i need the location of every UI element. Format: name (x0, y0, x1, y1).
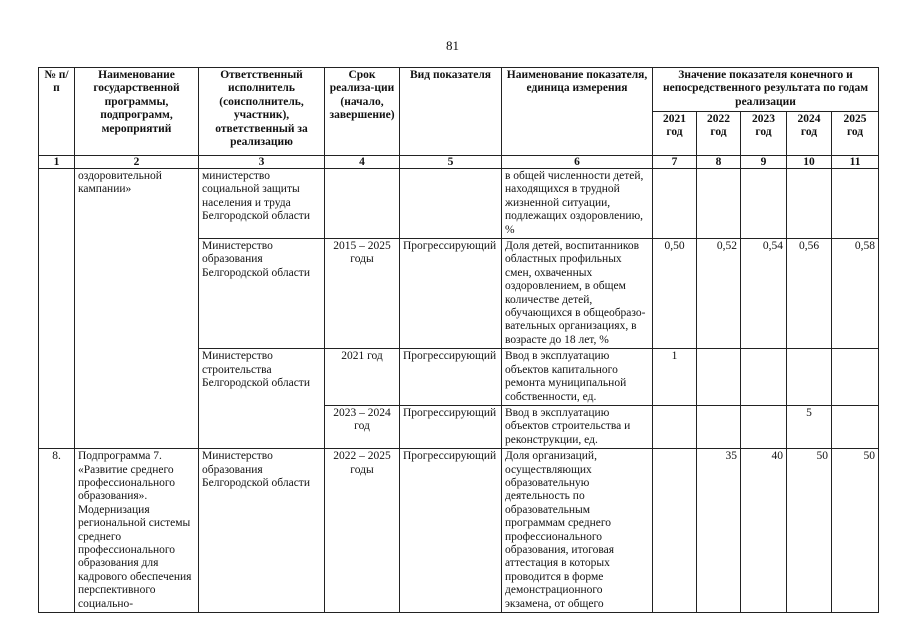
table-row (39, 449, 879, 613)
row-period: 2023 – 2024 год (325, 405, 400, 448)
row-value-2025 (832, 349, 879, 406)
column-number: 11 (832, 156, 879, 169)
row-period: 2022 – 2025 годы (325, 449, 400, 613)
row-value-2021: 0,50 (653, 239, 697, 349)
header-year-2021: 2021 год (653, 112, 697, 156)
column-number: 7 (653, 156, 697, 169)
column-number: 5 (400, 156, 502, 169)
row-value-2024 (787, 169, 832, 239)
row-value-2022: 35 (697, 449, 741, 613)
column-number: 9 (741, 156, 787, 169)
header-year-2025: 2025 год (832, 112, 879, 156)
row-value-2025: 0,58 (832, 239, 879, 349)
header-program: Наименование государственной программы, подпрограмм, мероприятий (75, 68, 199, 156)
column-number: 8 (697, 156, 741, 169)
header-executor: Ответственный исполнитель (соисполнитель, участник), ответственный за реализацию (199, 68, 325, 156)
row-indicator: Ввод в эксплуатацию объектов капитального ремонта муниципальной собственности, ед. (502, 349, 653, 406)
row-num: 8. (39, 449, 75, 613)
row-value-2022 (697, 169, 741, 239)
row-indicator: Доля детей, воспитанников областных профильных смен, охваченных оздоровлением, в общем количестве детей, обучающихся в общеобразо-вательных организациях, в возрасте до 18 лет, % (502, 239, 653, 349)
row-executor: Министерство образования Белгородской области (199, 239, 325, 349)
row-value-2022 (697, 349, 741, 406)
row-value-2024: 50 (787, 449, 832, 613)
row-indicator: Доля организаций, осуществляющих образовательную деятельность по образовательным программам среднего профессионального образования, итоговая аттестация в которых проводится в форме демонстрационного экзамена, от общего (502, 449, 653, 613)
row-kind (400, 169, 502, 239)
header-indicator: Наименование показателя, единица измерения (502, 68, 653, 156)
row-value-2025 (832, 169, 879, 239)
row-value-2021 (653, 405, 697, 448)
header-year-2022: 2022 год (697, 112, 741, 156)
row-kind: Прогрессирующий (400, 239, 502, 349)
row-executor: Министерство строительства Белгородской области (199, 349, 325, 449)
row-value-2024: 5 (787, 405, 832, 448)
row-executor: министерство социальной защиты населения и труда Белгородской области (199, 169, 325, 239)
row-value-2022: 0,52 (697, 239, 741, 349)
row-value-2021 (653, 449, 697, 613)
header-year-2023: 2023 год (741, 112, 787, 156)
column-number: 6 (502, 156, 653, 169)
row-value-2021: 1 (653, 349, 697, 406)
header-num: № п/п (39, 68, 75, 156)
row-period: 2021 год (325, 349, 400, 406)
row-period: 2015 – 2025 годы (325, 239, 400, 349)
row-indicator: в общей численности детей, находящихся в трудной жизненной ситуации, подлежащих оздоровлению, % (502, 169, 653, 239)
row-indicator: Ввод в эксплуатацию объектов строительства и реконструкции, ед. (502, 405, 653, 448)
column-number: 1 (39, 156, 75, 169)
row-value-2024 (787, 349, 832, 406)
header-year-2024: 2024 год (787, 112, 832, 156)
header-period: Срок реализа-ции (начало, завершение) (325, 68, 400, 156)
row-program: оздоровительной кампании» (75, 169, 199, 449)
column-number: 4 (325, 156, 400, 169)
row-kind: Прогрессирующий (400, 349, 502, 406)
row-program: Подпрограмма 7. «Развитие среднего профессионального образования». Модернизация региональной системы среднего профессионального образования для кадрового обеспечения перспективного социально- (75, 449, 199, 613)
column-number: 2 (75, 156, 199, 169)
row-value-2022 (697, 405, 741, 448)
row-value-2025: 50 (832, 449, 879, 613)
column-number: 3 (199, 156, 325, 169)
header-kind: Вид показателя (400, 68, 502, 156)
row-value-2023 (741, 405, 787, 448)
row-value-2024: 0,56 (787, 239, 832, 349)
row-num (39, 169, 75, 449)
row-value-2023: 40 (741, 449, 787, 613)
column-number: 10 (787, 156, 832, 169)
table-row (39, 169, 879, 239)
row-value-2021 (653, 169, 697, 239)
row-value-2023 (741, 349, 787, 406)
row-value-2025 (832, 405, 879, 448)
row-period (325, 169, 400, 239)
indicators-table (38, 67, 879, 613)
row-kind: Прогрессирующий (400, 449, 502, 613)
row-value-2023 (741, 169, 787, 239)
row-value-2023: 0,54 (741, 239, 787, 349)
row-kind: Прогрессирующий (400, 405, 502, 448)
row-executor: Министерство образования Белгородской области (199, 449, 325, 613)
header-values-group: Значение показателя конечного и непосредственного результата по годам реализации (653, 68, 879, 112)
page-number: 81 (446, 38, 459, 53)
